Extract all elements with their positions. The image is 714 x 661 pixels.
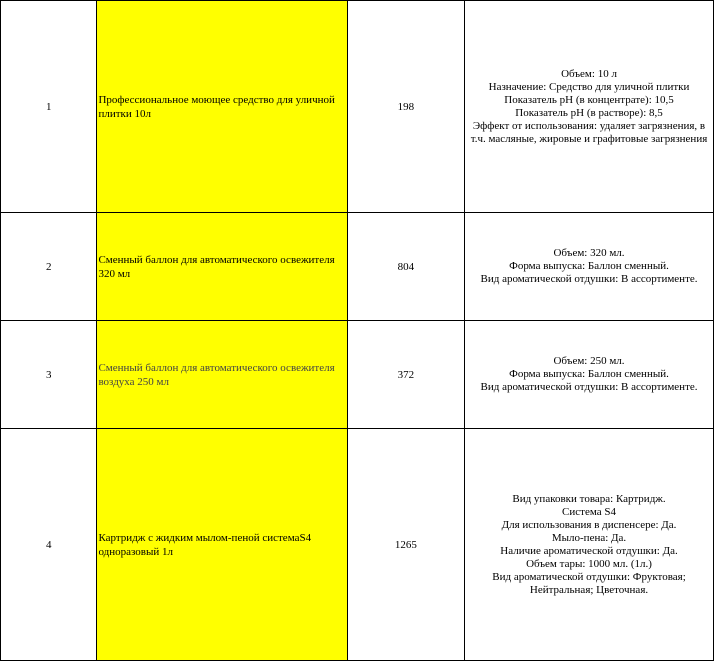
product-name: Сменный баллон для автоматического освежителя 320 мл bbox=[97, 213, 347, 321]
row-number: 2 bbox=[1, 213, 97, 321]
description-line: Объем тары: 1000 мл. (1л.) bbox=[526, 557, 652, 570]
description-line: Объем: 10 л bbox=[561, 67, 617, 80]
product-name: Профессиональное моющее средство для уличной плитки 10л bbox=[97, 1, 347, 213]
product-description bbox=[465, 321, 714, 429]
quantity: 804 bbox=[347, 213, 464, 321]
product-name: Картридж с жидким мылом-пеной системаS4 одноразовый 1л bbox=[97, 429, 347, 661]
table-row bbox=[1, 429, 714, 661]
description-line: Система S4 bbox=[562, 505, 616, 518]
description-line: Объем: 250 мл. bbox=[553, 355, 625, 367]
description-line: Форма выпуска: Баллон сменный. bbox=[509, 260, 669, 272]
product-description bbox=[465, 429, 714, 661]
table-row bbox=[1, 213, 714, 321]
description-line: Эффект от использования: удаляет загрязнения, в т.ч. масляные, жировые и графитовые загрязнения bbox=[470, 119, 708, 145]
description-line: Вид ароматической отдушки: Фруктовая; Нейтральная; Цветочная. bbox=[492, 570, 686, 596]
description-line: Форма выпуска: Баллон сменный. bbox=[509, 368, 669, 380]
description-line: Вид ароматической отдушки: В ассортименте. bbox=[480, 381, 698, 393]
table-row bbox=[1, 321, 714, 429]
description-line: Объем: 320 мл. bbox=[553, 247, 625, 259]
product-name: Сменный баллон для автоматического освежителя воздуха 250 мл bbox=[97, 321, 347, 429]
product-description bbox=[465, 213, 714, 321]
description-line: Показатель рН (в растворе): 8,5 bbox=[515, 106, 663, 119]
product-description bbox=[465, 1, 714, 213]
quantity: 372 bbox=[347, 321, 464, 429]
row-number: 1 bbox=[1, 1, 97, 213]
description-line: Показатель рН (в концентрате): 10,5 bbox=[504, 93, 674, 106]
description-line: Наличие ароматической отдушки: Да. bbox=[500, 544, 678, 557]
description-line: Вид ароматической отдушки: В ассортименте. bbox=[480, 273, 698, 285]
row-number: 4 bbox=[1, 429, 97, 661]
quantity: 1265 bbox=[347, 429, 464, 661]
table-row bbox=[1, 1, 714, 213]
description-line: Вид упаковки товара: Картридж. bbox=[512, 492, 666, 505]
description-line: Мыло-пена: Да. bbox=[551, 531, 627, 544]
description-line: Назначение: Средство для уличной плитки bbox=[488, 80, 690, 93]
quantity: 198 bbox=[347, 1, 464, 213]
row-number: 3 bbox=[1, 321, 97, 429]
description-line: Для использования в диспенсере: Да. bbox=[501, 518, 677, 531]
